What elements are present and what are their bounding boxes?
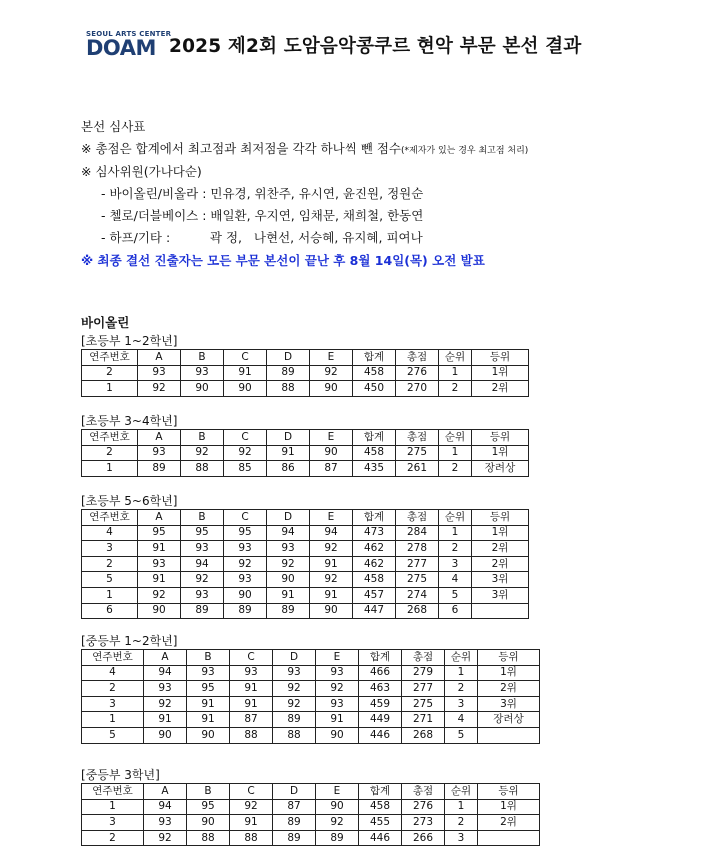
table-cell: 270	[396, 381, 439, 397]
column-header: A	[138, 350, 181, 366]
table-cell: 3	[82, 815, 144, 831]
results-block	[81, 333, 529, 397]
column-header: A	[138, 510, 181, 526]
table-cell: 3	[445, 696, 478, 712]
table-cell: 93	[144, 681, 187, 697]
judges-heading: ※ 심사위원(가나다순)	[81, 163, 202, 179]
column-header: E	[316, 784, 359, 800]
table-cell: 88	[187, 830, 230, 846]
column-header: 연주번호	[82, 650, 144, 666]
table-cell: 2	[445, 815, 478, 831]
column-header: 합계	[353, 430, 396, 446]
table-header-row	[82, 784, 540, 800]
score-table	[81, 509, 529, 619]
table-cell: 90	[144, 727, 187, 743]
table-cell: 3위	[478, 696, 540, 712]
table-cell: 89	[267, 603, 310, 619]
table-cell: 446	[359, 830, 402, 846]
scoring-rule-note: (*제자가 있는 경우 최고점 처리)	[401, 146, 529, 157]
table-cell: 3위	[472, 572, 529, 588]
table-cell: 95	[181, 525, 224, 541]
table-cell: 3	[82, 696, 144, 712]
table-cell: 92	[230, 799, 273, 815]
table-cell: 2위	[478, 681, 540, 697]
table-cell: 90	[181, 381, 224, 397]
scoring-rule	[81, 138, 528, 160]
table-cell: 91	[267, 445, 310, 461]
table-cell: 450	[353, 381, 396, 397]
doam-logo	[86, 30, 172, 60]
table-cell: 90	[267, 572, 310, 588]
info-heading: 본선 심사표	[81, 119, 146, 134]
table-row	[82, 830, 540, 846]
table-cell: 94	[144, 799, 187, 815]
column-header: 총점	[396, 430, 439, 446]
table-cell: 89	[224, 603, 267, 619]
table-cell: 95	[187, 799, 230, 815]
table-cell: 92	[181, 572, 224, 588]
table-cell: 277	[396, 556, 439, 572]
table-cell: 459	[359, 696, 402, 712]
table-cell: 95	[187, 681, 230, 697]
logo-main-text: DOAM	[86, 36, 156, 60]
table-cell: 4	[82, 525, 138, 541]
table-row	[82, 461, 529, 477]
table-cell: 1위	[472, 525, 529, 541]
column-header: A	[144, 650, 187, 666]
table-cell: 278	[396, 541, 439, 557]
table-cell: 92	[224, 556, 267, 572]
table-cell: 93	[187, 665, 230, 681]
table-cell: 92	[267, 556, 310, 572]
table-row	[82, 712, 540, 728]
table-cell: 90	[310, 445, 353, 461]
table-cell: 92	[144, 696, 187, 712]
table-caption: [초등부 3~4학년]	[81, 414, 178, 428]
table-cell: 1	[439, 525, 472, 541]
table-header-row	[82, 650, 540, 666]
table-cell: 458	[353, 445, 396, 461]
table-cell: 4	[82, 665, 144, 681]
info-section	[81, 116, 528, 272]
table-cell: 92	[181, 445, 224, 461]
table-cell: 458	[359, 799, 402, 815]
table-cell: 91	[138, 572, 181, 588]
table-cell: 2	[82, 830, 144, 846]
table-row	[82, 525, 529, 541]
table-cell: 95	[138, 525, 181, 541]
table-cell: 273	[402, 815, 445, 831]
table-cell: 92	[138, 381, 181, 397]
table-cell: 276	[396, 365, 439, 381]
column-header: E	[310, 350, 353, 366]
table-cell: 92	[310, 365, 353, 381]
column-header: B	[187, 650, 230, 666]
table-header-row	[82, 510, 529, 526]
table-cell: 4	[439, 572, 472, 588]
column-header: 순위	[445, 784, 478, 800]
table-row	[82, 381, 529, 397]
column-header: E	[316, 650, 359, 666]
column-header: 합계	[353, 350, 396, 366]
column-header: 합계	[353, 510, 396, 526]
table-cell: 88	[267, 381, 310, 397]
scoring-rule-main: ※ 총점은 합계에서 최고점과 최저점을 각각 하나씩 뺀 점수	[81, 141, 401, 157]
table-row	[82, 541, 529, 557]
table-cell: 92	[144, 830, 187, 846]
table-cell: 6	[82, 603, 138, 619]
table-cell: 92	[273, 681, 316, 697]
table-cell: 89	[273, 712, 316, 728]
table-cell: 2	[82, 445, 138, 461]
judges-violin-viola: - 바이올린/비올라 : 민유경, 위찬주, 유시연, 윤진원, 정원순	[101, 185, 424, 201]
table-cell: 276	[402, 799, 445, 815]
table-cell: 92	[273, 696, 316, 712]
table-cell: 94	[310, 525, 353, 541]
table-cell: 447	[353, 603, 396, 619]
column-header: B	[187, 784, 230, 800]
table-row	[82, 603, 529, 619]
table-cell: 1위	[478, 665, 540, 681]
table-cell: 93	[224, 541, 267, 557]
table-cell: 5	[82, 727, 144, 743]
table-cell: 2	[82, 556, 138, 572]
table-row	[82, 587, 529, 603]
table-cell: 93	[138, 556, 181, 572]
column-header: D	[267, 510, 310, 526]
table-cell: 88	[230, 727, 273, 743]
results-block	[81, 767, 540, 846]
table-cell: 93	[181, 365, 224, 381]
table-cell: 462	[353, 541, 396, 557]
table-cell: 91	[230, 696, 273, 712]
judges-harp-guitar: - 하프/기타 : 곽 정, 나현선, 서승혜, 유지혜, 피여나	[101, 230, 423, 246]
table-cell: 93	[181, 587, 224, 603]
table-caption: [초등부 5~6학년]	[81, 494, 178, 508]
table-cell: 458	[353, 365, 396, 381]
column-header: B	[181, 350, 224, 366]
table-cell: 1위	[472, 445, 529, 461]
table-cell: 94	[144, 665, 187, 681]
table-cell: 92	[310, 572, 353, 588]
table-cell: 94	[267, 525, 310, 541]
table-cell: 88	[181, 461, 224, 477]
table-cell: 93	[267, 541, 310, 557]
table-cell: 268	[402, 727, 445, 743]
table-cell	[472, 603, 529, 619]
column-header: C	[230, 650, 273, 666]
table-cell	[478, 727, 540, 743]
table-cell: 271	[402, 712, 445, 728]
table-row	[82, 815, 540, 831]
table-cell: 91	[316, 712, 359, 728]
table-cell: 2위	[472, 556, 529, 572]
table-cell: 449	[359, 712, 402, 728]
judges-cello-bass: - 첼로/더블베이스 : 배일환, 우지연, 임채문, 채희철, 한동연	[101, 208, 424, 224]
column-header: A	[144, 784, 187, 800]
table-cell: 91	[138, 541, 181, 557]
column-header: A	[138, 430, 181, 446]
column-header: D	[267, 350, 310, 366]
table-cell: 1위	[478, 799, 540, 815]
table-header-row	[82, 350, 529, 366]
table-cell: 94	[181, 556, 224, 572]
column-header: 등위	[472, 510, 529, 526]
table-cell: 93	[273, 665, 316, 681]
table-cell: 88	[230, 830, 273, 846]
table-cell: 93	[138, 365, 181, 381]
table-cell: 86	[267, 461, 310, 477]
column-header: E	[310, 430, 353, 446]
table-cell: 90	[310, 603, 353, 619]
table-cell: 90	[187, 727, 230, 743]
table-cell: 266	[402, 830, 445, 846]
table-cell: 89	[316, 830, 359, 846]
table-cell: 1위	[472, 365, 529, 381]
table-cell: 2위	[472, 541, 529, 557]
table-cell: 462	[353, 556, 396, 572]
table-cell: 277	[402, 681, 445, 697]
table-row	[82, 665, 540, 681]
section-title-violin: 바이올린	[81, 315, 130, 330]
table-cell: 2	[82, 365, 138, 381]
table-cell: 2위	[472, 381, 529, 397]
table-cell: 2	[82, 681, 144, 697]
table-cell: 3	[439, 556, 472, 572]
score-table	[81, 649, 540, 744]
table-row	[82, 727, 540, 743]
table-cell: 435	[353, 461, 396, 477]
table-row	[82, 556, 529, 572]
table-cell: 91	[230, 681, 273, 697]
table-cell: 91	[310, 587, 353, 603]
table-cell: 91	[224, 365, 267, 381]
table-cell: 3	[82, 541, 138, 557]
column-header: 연주번호	[82, 350, 138, 366]
table-cell: 284	[396, 525, 439, 541]
table-cell: 1	[82, 712, 144, 728]
column-header: 총점	[402, 650, 445, 666]
column-header: 등위	[472, 430, 529, 446]
table-cell: 275	[396, 445, 439, 461]
table-row	[82, 799, 540, 815]
table-cell: 91	[230, 815, 273, 831]
table-cell: 95	[224, 525, 267, 541]
column-header: C	[230, 784, 273, 800]
column-header: C	[224, 350, 267, 366]
table-caption: [초등부 1~2학년]	[81, 334, 178, 348]
table-cell: 93	[181, 541, 224, 557]
column-header: B	[181, 510, 224, 526]
table-header-row	[82, 430, 529, 446]
table-cell: 1	[82, 461, 138, 477]
table-cell: 5	[439, 587, 472, 603]
table-cell: 455	[359, 815, 402, 831]
table-cell: 3위	[472, 587, 529, 603]
column-header: E	[310, 510, 353, 526]
table-cell: 91	[187, 712, 230, 728]
column-header: D	[273, 650, 316, 666]
table-cell: 268	[396, 603, 439, 619]
column-header: 연주번호	[82, 510, 138, 526]
table-cell: 91	[310, 556, 353, 572]
table-cell: 88	[273, 727, 316, 743]
table-cell: 89	[273, 830, 316, 846]
column-header: 합계	[359, 784, 402, 800]
table-cell: 275	[402, 696, 445, 712]
score-table	[81, 429, 529, 477]
table-row	[82, 696, 540, 712]
table-cell: 473	[353, 525, 396, 541]
table-cell: 90	[316, 727, 359, 743]
table-cell: 3	[445, 830, 478, 846]
table-cell: 458	[353, 572, 396, 588]
table-cell: 1	[445, 799, 478, 815]
column-header: 총점	[396, 510, 439, 526]
results-block	[81, 493, 529, 619]
column-header: D	[273, 784, 316, 800]
table-caption: [중등부 3학년]	[81, 768, 160, 782]
table-cell: 장려상	[478, 712, 540, 728]
column-header: 등위	[478, 784, 540, 800]
logo-top-text: SEOUL ARTS CENTER	[86, 30, 172, 38]
table-cell: 1	[439, 445, 472, 461]
table-cell: 92	[224, 445, 267, 461]
column-header: 등위	[472, 350, 529, 366]
table-cell: 85	[224, 461, 267, 477]
table-cell: 93	[316, 665, 359, 681]
table-cell: 2	[445, 681, 478, 697]
column-header: C	[224, 430, 267, 446]
table-cell: 91	[144, 712, 187, 728]
table-cell: 90	[310, 381, 353, 397]
table-cell: 279	[402, 665, 445, 681]
results-block	[81, 413, 529, 477]
column-header: 합계	[359, 650, 402, 666]
table-cell: 87	[310, 461, 353, 477]
table-cell: 2	[439, 381, 472, 397]
results-block	[81, 633, 540, 744]
column-header: 순위	[439, 430, 472, 446]
table-cell: 90	[224, 587, 267, 603]
table-cell: 87	[230, 712, 273, 728]
table-cell: 1	[439, 365, 472, 381]
table-cell: 91	[267, 587, 310, 603]
table-cell: 89	[181, 603, 224, 619]
table-cell: 93	[230, 665, 273, 681]
table-cell: 90	[187, 815, 230, 831]
table-cell: 1	[82, 381, 138, 397]
table-cell: 89	[273, 815, 316, 831]
table-row	[82, 681, 540, 697]
table-cell: 90	[138, 603, 181, 619]
table-cell: 261	[396, 461, 439, 477]
column-header: 순위	[439, 510, 472, 526]
table-cell: 466	[359, 665, 402, 681]
table-row	[82, 445, 529, 461]
column-header: 연주번호	[82, 784, 144, 800]
score-table	[81, 783, 540, 846]
table-cell: 2위	[478, 815, 540, 831]
table-cell: 90	[224, 381, 267, 397]
table-cell: 2	[439, 461, 472, 477]
column-header: B	[181, 430, 224, 446]
column-header: 순위	[439, 350, 472, 366]
table-cell: 93	[316, 696, 359, 712]
table-cell: 446	[359, 727, 402, 743]
table-cell: 92	[316, 815, 359, 831]
table-cell	[478, 830, 540, 846]
table-cell: 92	[310, 541, 353, 557]
column-header: D	[267, 430, 310, 446]
table-cell: 93	[224, 572, 267, 588]
column-header: 총점	[396, 350, 439, 366]
page-title: 2025 제2회 도암음악콩쿠르 현악 부문 본선 결과	[169, 36, 582, 57]
table-cell: 4	[445, 712, 478, 728]
column-header: 연주번호	[82, 430, 138, 446]
table-cell: 87	[273, 799, 316, 815]
column-header: 순위	[445, 650, 478, 666]
table-cell: 2	[439, 541, 472, 557]
table-cell: 275	[396, 572, 439, 588]
table-cell: 91	[187, 696, 230, 712]
score-table	[81, 349, 529, 397]
table-cell: 장려상	[472, 461, 529, 477]
table-cell: 5	[445, 727, 478, 743]
table-cell: 89	[267, 365, 310, 381]
final-notice: ※ 최종 결선 진출자는 모든 부문 본선이 끝난 후 8월 14일(목) 오전 발표	[81, 252, 485, 268]
table-row	[82, 572, 529, 588]
column-header: C	[224, 510, 267, 526]
table-cell: 1	[82, 587, 138, 603]
column-header: 총점	[402, 784, 445, 800]
table-cell: 457	[353, 587, 396, 603]
table-cell: 93	[144, 815, 187, 831]
table-row	[82, 365, 529, 381]
column-header: 등위	[478, 650, 540, 666]
table-cell: 92	[316, 681, 359, 697]
table-cell: 274	[396, 587, 439, 603]
table-cell: 92	[138, 587, 181, 603]
table-cell: 89	[138, 461, 181, 477]
table-cell: 1	[82, 799, 144, 815]
table-cell: 463	[359, 681, 402, 697]
table-cell: 1	[445, 665, 478, 681]
table-cell: 90	[316, 799, 359, 815]
table-cell: 6	[439, 603, 472, 619]
table-cell: 93	[138, 445, 181, 461]
table-cell: 5	[82, 572, 138, 588]
table-caption: [중등부 1~2학년]	[81, 634, 178, 648]
